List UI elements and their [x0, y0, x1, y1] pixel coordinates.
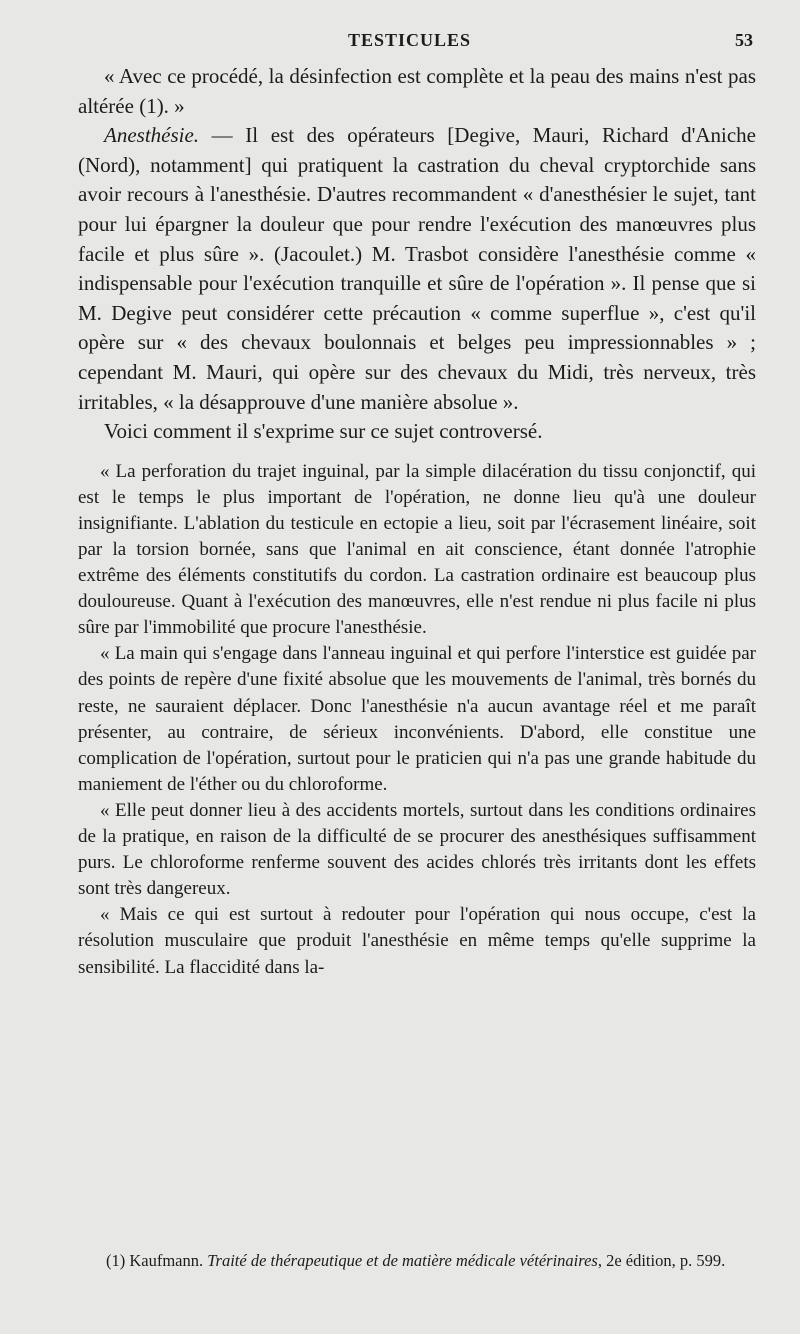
section-label: Anesthésie.	[104, 123, 200, 148]
page-number: 53	[735, 30, 753, 50]
quote-paragraph: « Elle peut donner lieu à des accidents mortels, surtout dans les conditions ordinaires de la pratique, en raison de la difficulté de se procurer des anesthésiques suffisamment purs. Le chloroforme renferme souvent des acides chlorés très irritants dont les effets sont très dangereux.	[78, 799, 756, 900]
paragraph: Voici comment il s'exprime sur ce sujet controversé.	[104, 419, 543, 444]
paragraph-text: — Il est des opérateurs [Degive, Mauri, Richard d'Aniche (Nord), notamment] qui pratiquent la castration du cheval cryptorchide sans avoir recours à l'anesthésie. D'autres recommandent « d'anesthésier le sujet, tant pour lui épargner la douleur que pour rendre l'exécution des manœuvres plus facile et plus sûre ». (Jacoulet.) M. Trasbot considère l'anesthésie comme « indispensable pour l'exécution tranquille et sûre de l'opération ». Il pense que si M. Degive peut considérer cette précaution « comme superflue », c'est qu'il opère sur « des chevaux boulonnais et belges peu impressionnables » ; cependant M. Mauri, qui opère sur des chevaux du Midi, très nerveux, très irritables, « la désapprouve d'une manière absolue ».	[78, 123, 756, 414]
footnote	[78, 1248, 758, 1274]
quote-paragraph: « La main qui s'engage dans l'anneau inguinal et qui perfore l'interstice est guidée par des points de repère d'une fixité absolue que les mouvements de l'animal, très bornés du reste, ne sauraient déplacer. Donc l'anesthésie n'a aucun avantage réel et me paraît présenter, au contraire, de sérieux inconvénients. D'abord, elle constitue une complication de l'opération, surtout pour le praticien qui n'a pas une grande habitude du maniement de l'éther ou du chloroforme.	[78, 643, 756, 795]
block-quote	[78, 459, 756, 981]
main-text	[78, 62, 756, 447]
footnote-edition: , 2e édition, p. 599.	[597, 1251, 726, 1270]
quote-paragraph: « Mais ce qui est surtout à redouter pour l'opération qui nous occupe, c'est la résolution musculaire que produit l'anesthésie en même temps qu'elle supprime la sensibilité. La flaccidité dans la-	[78, 904, 756, 978]
quote-paragraph: « La perforation du trajet inguinal, par la simple dilacération du tissu conjonctif, qui est le temps le plus important de l'opération, ne donne lieu qu'à une douleur insignifiante. L'ablation du testicule en ectopie a lieu, soit par l'écrasement linéaire, soit par la torsion bornée, sans que l'animal en ait conscience, étant donnée l'atrophie extrême des éléments constitutifs du cordon. La castration ordinaire est beaucoup plus douloureuse. Quant à l'exécution des manœuvres, elle n'est rendue ni plus facile ni plus sûre par l'immobilité que procure l'anesthésie.	[78, 460, 756, 639]
footnote-text	[78, 1248, 758, 1274]
paragraph-anesthesie	[78, 121, 756, 417]
paragraph: « Avec ce procédé, la désinfection est complète et la peau des mains n'est pas altérée (1). »	[78, 64, 756, 118]
footnote-author: (1) Kaufmann.	[106, 1251, 208, 1270]
running-title: TESTICULES	[348, 30, 472, 50]
footnote-title: Traité de thérapeutique et de matière médicale vétérinaires	[207, 1251, 598, 1270]
page-body	[78, 62, 756, 981]
running-header	[78, 30, 753, 58]
